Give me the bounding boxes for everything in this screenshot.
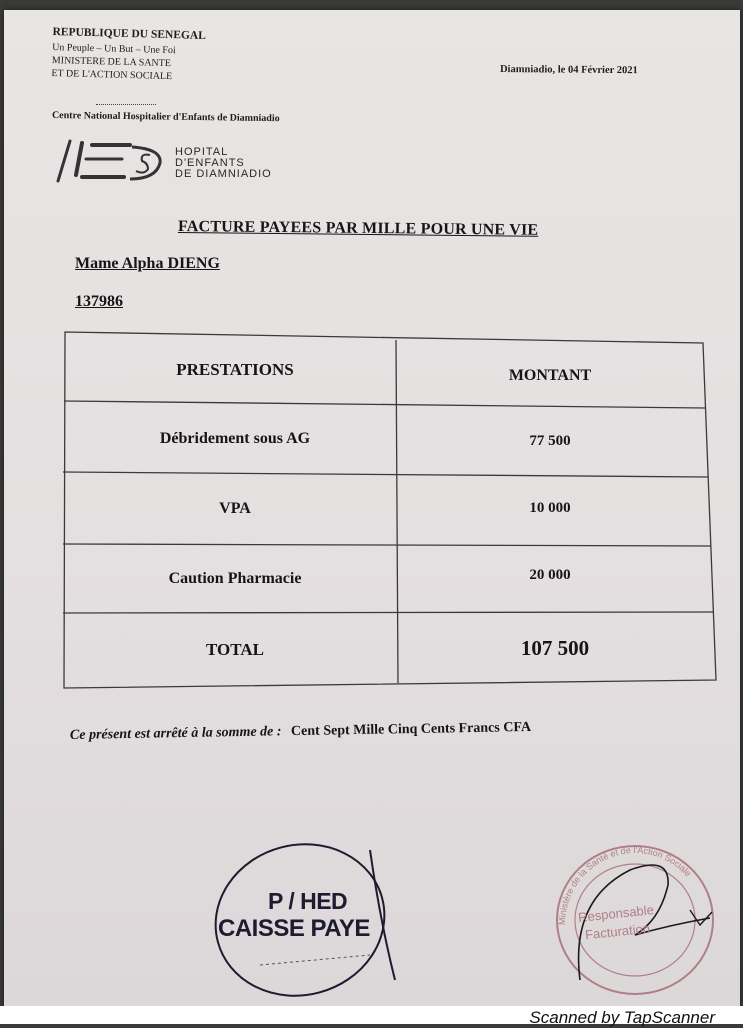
invoice-title: FACTURE PAYEES PAR MILLE POUR UNE VIE bbox=[177, 218, 539, 239]
header-montant: MONTANT bbox=[508, 367, 592, 384]
logo-line-3: DE DIAMNIADIO bbox=[175, 168, 272, 180]
row-3-service: Caution Pharmacie bbox=[168, 570, 302, 587]
total-label: TOTAL bbox=[206, 640, 264, 659]
stamp-right-line2: Facturation bbox=[584, 920, 651, 943]
stamp-left-line1: P / HED bbox=[268, 888, 348, 914]
stamp-left-line2: CAISSE PAYE bbox=[218, 915, 370, 942]
sum-statement-value: Cent Sept Mille Cinq Cents Francs CFA bbox=[290, 719, 532, 740]
patient-number: 137986 bbox=[75, 293, 123, 310]
header-prestations: PRESTATIONS bbox=[176, 360, 294, 379]
header-ministry: MINISTERE DE LA SANTE bbox=[51, 54, 172, 70]
stamp-ring-text: Ministère de la Santé et de l'Action Sociale bbox=[556, 844, 694, 926]
row-1-service: Débridement sous AG bbox=[159, 430, 311, 447]
row-2-service: VPA bbox=[219, 500, 251, 517]
row-3-amount: 20 000 bbox=[529, 567, 571, 583]
row-2-amount: 10 000 bbox=[529, 500, 571, 516]
logo-line-1: HOPITAL bbox=[175, 146, 229, 158]
patient-name: Mame Alpha DIENG bbox=[75, 255, 220, 272]
stamp-right-line1: Responsable bbox=[577, 902, 655, 925]
total-amount: 107 500 bbox=[520, 636, 590, 660]
header-republic: REPUBLIQUE DU SENEGAL bbox=[52, 26, 207, 43]
centre-name: Centre National Hospitalier d'Enfants de Diamniadio bbox=[51, 110, 280, 125]
header-motto: Un Peuple – Un But – Une Foi bbox=[52, 42, 176, 57]
sum-statement-label: Ce présent est arrêté à la somme de : bbox=[69, 724, 282, 743]
row-1-amount: 77 500 bbox=[529, 433, 571, 449]
logo-line-2: D'ENFANTS bbox=[175, 157, 245, 169]
scanner-watermark: Scanned by TapScanner bbox=[529, 1008, 715, 1027]
header-ministry-2: ET DE L'ACTION SOCIALE bbox=[51, 67, 173, 83]
document-date: Diamniadio, le 04 Février 2021 bbox=[499, 64, 638, 77]
